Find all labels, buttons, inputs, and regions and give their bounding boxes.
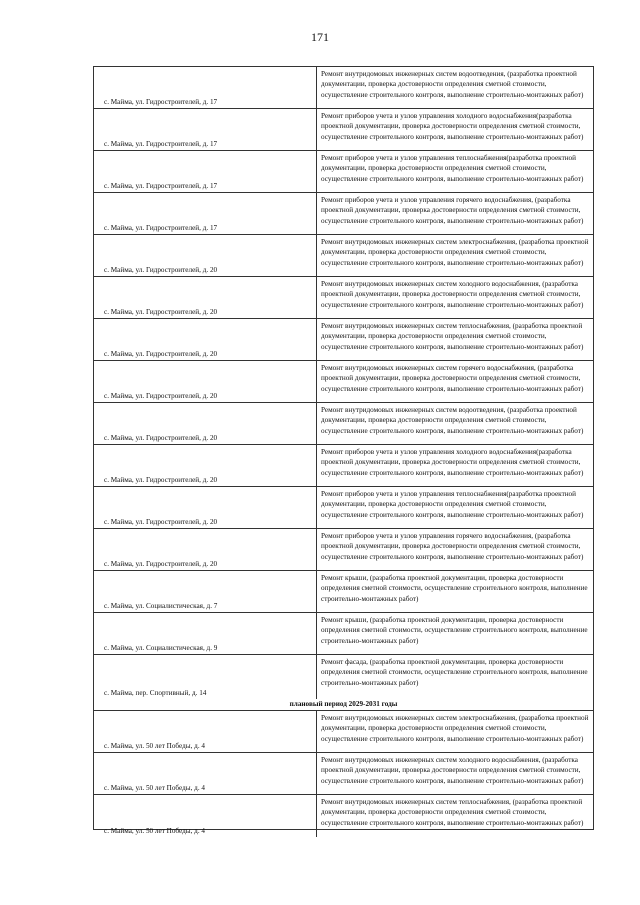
work-description-cell: Ремонт приборов учета и узлов управления холодного водоснабжения(разработка проектной документации, проверка достоверности определения сметной стоимости, осуществление строительного контроля, выполнение строительно-монтажных работ) bbox=[321, 448, 584, 477]
work-description-cell: Ремонт приборов учета и узлов управления горячего водоснабжения, (разработка проектной документации, проверка достоверности определения сметной стоимости, осуществление строительного контроля, выполнение строительно-монтажных работ) bbox=[321, 532, 584, 561]
work-description-cell: Ремонт внутридомовых инженерных систем холодного водоснабжения, (разработка проектной документации, проверка достоверности определения сметной стоимости, осуществление строительного контроля, выполнение строительно-монтажных работ) bbox=[321, 756, 584, 785]
address-cell: с. Майма, ул. Гидростроителей, д. 17 bbox=[94, 193, 317, 234]
table-row bbox=[94, 361, 593, 403]
table-row bbox=[94, 711, 593, 753]
work-description-cell: Ремонт внутридомовых инженерных систем электроснабжения, (разработка проектной документации, проверка достоверности определения сметной стоимости, осуществление строительного контроля, выполнение строительно-монтажных работ) bbox=[321, 714, 589, 743]
address-cell: с. Майма, ул. Социалистическая, д. 7 bbox=[94, 571, 317, 612]
work-description-cell: Ремонт внутридомовых инженерных систем электроснабжения, (разработка проектной документации, проверка достоверности определения сметной стоимости, осуществление строительного контроля, выполнение строительно-монтажных работ) bbox=[321, 238, 589, 267]
table-row bbox=[94, 613, 593, 655]
table-row bbox=[94, 319, 593, 361]
address-cell: с. Майма, ул. 50 лет Победы, д. 4 bbox=[94, 711, 317, 752]
table-row bbox=[94, 67, 593, 109]
table-row bbox=[94, 235, 593, 277]
table-row bbox=[94, 795, 593, 837]
work-description-cell: Ремонт крыши, (разработка проектной документации, проверка достоверности определения сметной стоимости, осуществление строительного контроля, выполнение строительно-монтажных работ) bbox=[321, 574, 588, 603]
work-description-cell: Ремонт приборов учета и узлов управления теплоснабжения(разработка проектной документации, проверка достоверности определения сметной стоимости, осуществление строительного контроля, выполнение строительно-монтажных работ) bbox=[321, 154, 584, 183]
address-cell: с. Майма, ул. Гидростроителей, д. 20 bbox=[94, 529, 317, 570]
table-row bbox=[94, 445, 593, 487]
address-cell: с. Майма, ул. Гидростроителей, д. 20 bbox=[94, 445, 317, 486]
table-row bbox=[94, 487, 593, 529]
rows-before-group bbox=[94, 67, 593, 699]
work-description-cell: Ремонт внутридомовых инженерных систем водоотведения, (разработка проектной документации, проверка достоверности определения сметной стоимости, осуществление строительного контроля, выполнение строительно-монтажных работ) bbox=[321, 406, 584, 435]
address-cell: с. Майма, ул. Гидростроителей, д. 20 bbox=[94, 319, 317, 360]
table-row bbox=[94, 571, 593, 613]
work-description-cell: Ремонт внутридомовых инженерных систем теплоснабжения, (разработка проектной документации, проверка достоверности определения сметной стоимости, осуществление строительного контроля, выполнение строительно-монтажных работ) bbox=[321, 798, 584, 827]
table-row bbox=[94, 529, 593, 571]
section-title: плановый период 2029-2031 годы bbox=[94, 699, 593, 711]
table-row bbox=[94, 655, 593, 699]
work-description-cell: Ремонт внутридомовых инженерных систем горячего водоснабжения, (разработка проектной документации, проверка достоверности определения сметной стоимости, осуществление строительного контроля, выполнение строительно-монтажных работ) bbox=[321, 364, 584, 393]
address-cell: с. Майма, ул. Гидростроителей, д. 17 bbox=[94, 109, 317, 150]
work-description-cell: Ремонт фасада, (разработка проектной документации, проверка достоверности определения сметной стоимости, осуществление строительного контроля, выполнение строительно-монтажных работ) bbox=[321, 658, 588, 687]
work-description-cell: Ремонт приборов учета и узлов управления горячего водоснабжения, (разработка проектной документации, проверка достоверности определения сметной стоимости, осуществление строительного контроля, выполнение строительно-монтажных работ) bbox=[321, 196, 584, 225]
work-description-cell: Ремонт внутридомовых инженерных систем водоотведения, (разработка проектной документации, проверка достоверности определения сметной стоимости, осуществление строительного контроля, выполнение строительно-монтажных работ) bbox=[321, 70, 584, 99]
works-table bbox=[93, 66, 594, 835]
table-row bbox=[94, 193, 593, 235]
table-row bbox=[94, 109, 593, 151]
address-cell: с. Майма, ул. Гидростроителей, д. 20 bbox=[94, 361, 317, 402]
address-cell: с. Майма, ул. Социалистическая, д. 9 bbox=[94, 613, 317, 654]
work-description-cell: Ремонт приборов учета и узлов управления теплоснабжения(разработка проектной документации, проверка достоверности определения сметной стоимости, осуществление строительного контроля, выполнение строительно-монтажных работ) bbox=[321, 490, 584, 519]
page-number: 171 bbox=[311, 30, 329, 44]
address-cell: с. Майма, ул. Гидростроителей, д. 17 bbox=[94, 67, 317, 108]
address-cell: с. Майма, пер. Спортивный, д. 14 bbox=[94, 655, 317, 699]
address-cell: с. Майма, ул. Гидростроителей, д. 20 bbox=[94, 235, 317, 276]
address-cell: с. Майма, ул. Гидростроителей, д. 20 bbox=[94, 487, 317, 528]
table-row bbox=[94, 753, 593, 795]
table-row bbox=[94, 403, 593, 445]
rows-after-group bbox=[94, 711, 593, 837]
work-description-cell: Ремонт внутридомовых инженерных систем холодного водоснабжения, (разработка проектной документации, проверка достоверности определения сметной стоимости, осуществление строительного контроля, выполнение строительно-монтажных работ) bbox=[321, 280, 584, 309]
table-row bbox=[94, 277, 593, 319]
address-cell: с. Майма, ул. Гидростроителей, д. 20 bbox=[94, 277, 317, 318]
address-cell: с. Майма, ул. 50 лет Победы, д. 4 bbox=[94, 753, 317, 794]
work-description-cell: Ремонт крыши, (разработка проектной документации, проверка достоверности определения сметной стоимости, осуществление строительного контроля, выполнение строительно-монтажных работ) bbox=[321, 616, 588, 645]
address-cell: с. Майма, ул. Гидростроителей, д. 20 bbox=[94, 403, 317, 444]
work-description-cell: Ремонт приборов учета и узлов управления холодного водоснабжения(разработка проектной документации, проверка достоверности определения сметной стоимости, осуществление строительного контроля, выполнение строительно-монтажных работ) bbox=[321, 112, 584, 141]
work-description-cell: Ремонт внутридомовых инженерных систем теплоснабжения, (разработка проектной документации, проверка достоверности определения сметной стоимости, осуществление строительного контроля, выполнение строительно-монтажных работ) bbox=[321, 322, 584, 351]
address-cell: с. Майма, ул. Гидростроителей, д. 17 bbox=[94, 151, 317, 192]
address-cell: с. Майма, ул. 50 лет Победы, д. 4 bbox=[94, 795, 317, 837]
table-row bbox=[94, 151, 593, 193]
